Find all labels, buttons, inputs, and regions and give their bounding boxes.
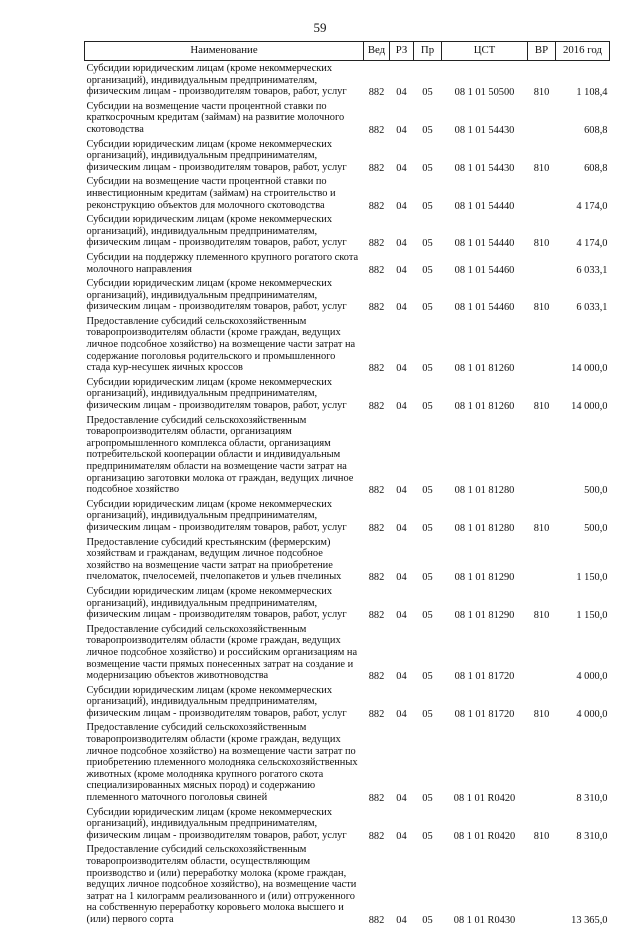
- cell-pr: 05: [422, 610, 433, 622]
- cell-ved: 882: [368, 87, 385, 99]
- cell-amount: 8 310,0: [576, 793, 608, 805]
- cell-amount: 14 000,0: [571, 363, 608, 375]
- cell-rz: 04: [396, 264, 407, 276]
- table-row: [85, 314, 610, 375]
- cell-rz: 04: [396, 485, 407, 497]
- cell-vr: [528, 535, 556, 584]
- cell-vr: 810: [533, 162, 550, 174]
- cell-cst: 08 1 01 50500: [454, 87, 515, 99]
- cell-vr: [528, 842, 556, 926]
- cell-name: Субсидии юридическим лицам (кроме некоммерческих организаций), индивидуальным предпринимателям, физическим лицам - производителям товаров, работ, услуг: [86, 585, 347, 621]
- cell-pr: 05: [422, 87, 433, 99]
- cell-cst: 08 1 01 R0420: [453, 830, 516, 842]
- cell-pr: 05: [422, 124, 433, 136]
- cell-amount: 8 310,0: [576, 830, 608, 842]
- table-row: [85, 622, 610, 683]
- cell-vr: 810: [533, 610, 550, 622]
- table-body: [85, 61, 610, 927]
- table-row: [85, 535, 610, 584]
- cell-name: Субсидии юридическим лицам (кроме некоммерческих организаций), индивидуальным предпринимателям, физическим лицам - производителям товаров, работ, услуг: [86, 214, 347, 249]
- cell-amount: 500,0: [584, 485, 608, 497]
- cell-ved: 882: [368, 522, 385, 534]
- cell-rz: 04: [396, 401, 407, 413]
- cell-cst: 08 1 01 81290: [454, 572, 515, 584]
- cell-cst: 08 1 01 81260: [454, 401, 515, 413]
- cell-amount: 4 000,0: [576, 708, 608, 720]
- cell-amount: 500,0: [584, 522, 608, 534]
- table-row: [85, 584, 610, 622]
- cell-name: Предоставление субсидий сельскохозяйственным товаропроизводителям области (кроме граждан, ведущих личное подсобное хозяйство) на возмещение части затрат на содержание поголовья родительского и промышленного стада кур-несушек яичных кроссов: [86, 315, 356, 374]
- cell-ved: 882: [368, 793, 385, 805]
- cell-rz: 04: [396, 793, 407, 805]
- cell-name: Субсидии юридическим лицам (кроме некоммерческих организаций), индивидуальным предпринимателям, физическим лицам - производителям товаров, работ, услуг: [86, 376, 347, 412]
- cell-name: Предоставление субсидий сельскохозяйственным товаропроизводителям области (кроме граждан, ведущих личное подсобное хозяйство) на возмещение части затрат по приобретению племенного молодняка сельскохозяйственных животных (кроме молодняка крупного рогатого скота специализированных мясных пород) и содержанию племенного маточного поголовья свиней: [86, 722, 358, 804]
- cell-rz: 04: [396, 363, 407, 375]
- cell-ved: 882: [368, 238, 385, 250]
- cell-cst: 08 1 01 81280: [454, 522, 515, 534]
- cell-cst: 08 1 01 81720: [454, 708, 515, 720]
- header-ved: Вед: [364, 42, 390, 61]
- cell-pr: 05: [422, 793, 433, 805]
- cell-vr: [528, 250, 556, 276]
- cell-name: Субсидии юридическим лицам (кроме некоммерческих организаций), индивидуальным предпринимателям, физическим лицам - производителям товаров, работ, услуг: [86, 498, 347, 533]
- table-row: [85, 805, 610, 843]
- header-row: [85, 42, 610, 61]
- cell-vr: [528, 413, 556, 497]
- cell-cst: 08 1 01 R0420: [453, 793, 516, 805]
- cell-ved: 882: [368, 401, 385, 413]
- cell-name: Субсидии юридическим лицам (кроме некоммерческих организаций), индивидуальным предпринимателям, физическим лицам - производителям товаров, работ, услуг: [86, 138, 347, 173]
- cell-pr: 05: [422, 401, 433, 413]
- table-row: [85, 61, 610, 99]
- cell-ved: 882: [368, 124, 385, 136]
- table-row: [85, 174, 610, 212]
- cell-vr: 810: [533, 238, 550, 250]
- header-rz: РЗ: [390, 42, 414, 61]
- cell-rz: 04: [396, 572, 407, 584]
- page-number: 59: [313, 20, 327, 35]
- cell-name: Предоставление субсидий крестьянским (фермерским) хозяйствам и гражданам, ведущим личное подсобное хозяйство на возмещение части затрат на приобретение пчеломаток, пчелосемей, пчелопакетов и ульев пчелиных: [86, 536, 342, 583]
- table-row: [85, 842, 610, 926]
- cell-pr: 05: [422, 708, 433, 720]
- cell-pr: 05: [422, 363, 433, 375]
- cell-ved: 882: [368, 200, 385, 212]
- cell-vr: [528, 99, 556, 137]
- cell-cst: 08 1 01 54460: [454, 264, 515, 276]
- cell-cst: 08 1 01 54430: [454, 162, 515, 174]
- cell-ved: 882: [368, 671, 385, 683]
- cell-vr: 810: [533, 87, 550, 99]
- cell-rz: 04: [396, 124, 407, 136]
- cell-vr: 810: [533, 708, 550, 720]
- cell-amount: 4 174,0: [576, 200, 608, 212]
- table-row: [85, 683, 610, 721]
- cell-rz: 04: [396, 914, 407, 926]
- table-header: [85, 42, 610, 61]
- cell-pr: 05: [422, 238, 433, 250]
- cell-ved: 882: [368, 162, 385, 174]
- cell-pr: 05: [422, 485, 433, 497]
- cell-vr: [528, 720, 556, 804]
- table-row: [85, 137, 610, 175]
- header-name: Наименование: [85, 42, 364, 61]
- cell-pr: 05: [422, 302, 433, 314]
- cell-name: Субсидии юридическим лицам (кроме некоммерческих организаций), индивидуальным предпринимателям, физическим лицам - производителям товаров, работ, услуг: [86, 278, 347, 313]
- cell-amount: 13 365,0: [571, 914, 608, 926]
- cell-cst: 08 1 01 81260: [454, 363, 515, 375]
- cell-ved: 882: [368, 708, 385, 720]
- cell-cst: 08 1 01 54460: [454, 302, 515, 314]
- cell-pr: 05: [422, 264, 433, 276]
- cell-vr: [528, 622, 556, 683]
- cell-ved: 882: [368, 485, 385, 497]
- cell-rz: 04: [396, 302, 407, 314]
- cell-name: Субсидии юридическим лицам (кроме некоммерческих организаций), индивидуальным предпринимателям, физическим лицам - производителям товаров, работ, услуг: [86, 63, 347, 98]
- header-cst: ЦСТ: [442, 42, 528, 61]
- cell-ved: 882: [368, 572, 385, 584]
- cell-pr: 05: [422, 200, 433, 212]
- cell-cst: 08 1 01 54440: [454, 200, 515, 212]
- cell-amount: 1 150,0: [576, 610, 608, 622]
- table-row: [85, 276, 610, 314]
- cell-amount: 1 150,0: [576, 572, 608, 584]
- table-row: [85, 99, 610, 137]
- cell-ved: 882: [368, 363, 385, 375]
- cell-rz: 04: [396, 671, 407, 683]
- cell-cst: 08 1 01 81290: [454, 610, 515, 622]
- cell-rz: 04: [396, 87, 407, 99]
- table-row: [85, 720, 610, 804]
- header-year: 2016 год: [556, 42, 610, 61]
- cell-vr: 810: [533, 302, 550, 314]
- header-pr: Пр: [414, 42, 442, 61]
- cell-ved: 882: [368, 914, 385, 926]
- cell-amount: 6 033,1: [576, 302, 608, 314]
- cell-name: Субсидии юридическим лицам (кроме некоммерческих организаций), индивидуальным предпринимателям, физическим лицам - производителям товаров, работ, услуг: [86, 684, 347, 719]
- cell-rz: 04: [396, 830, 407, 842]
- cell-name: Субсидии на поддержку племенного крупного рогатого скота молочного направления: [86, 251, 359, 275]
- cell-rz: 04: [396, 162, 407, 174]
- budget-table: [84, 41, 610, 927]
- table-row: [85, 250, 610, 276]
- cell-vr: 810: [533, 830, 550, 842]
- cell-rz: 04: [396, 610, 407, 622]
- cell-amount: 4 174,0: [576, 238, 608, 250]
- cell-rz: 04: [396, 708, 407, 720]
- cell-rz: 04: [396, 522, 407, 534]
- cell-pr: 05: [422, 914, 433, 926]
- cell-rz: 04: [396, 200, 407, 212]
- cell-ved: 882: [368, 830, 385, 842]
- cell-amount: 14 000,0: [571, 401, 608, 413]
- cell-amount: 4 000,0: [576, 671, 608, 683]
- cell-rz: 04: [396, 238, 407, 250]
- cell-cst: 08 1 01 R0430: [453, 914, 516, 926]
- cell-amount: 1 108,4: [576, 87, 608, 99]
- header-vr: ВР: [528, 42, 556, 61]
- cell-amount: 608,8: [584, 162, 608, 174]
- cell-vr: [528, 174, 556, 212]
- cell-ved: 882: [368, 302, 385, 314]
- cell-name: Предоставление субсидий сельскохозяйственным товаропроизводителям области, осуществляющим производство и (или) переработку молока (кроме граждан, ведущих личное подсобное хозяйство), на возмещение части затрат на 1 килограмм реализованного и (или) отгруженного на собственную переработку коровьего молока высшего и (или) первого сорта: [86, 844, 357, 925]
- table-row: [85, 212, 610, 250]
- cell-ved: 882: [368, 610, 385, 622]
- cell-amount: 6 033,1: [576, 264, 608, 276]
- cell-amount: 608,8: [584, 124, 608, 136]
- cell-name: Субсидии на возмещение части процентной ставки по краткосрочным кредитам (займам) на развитие молочного скотоводства: [86, 100, 345, 135]
- cell-pr: 05: [422, 162, 433, 174]
- cell-cst: 08 1 01 54430: [454, 124, 515, 136]
- table-row: [85, 413, 610, 497]
- cell-vr: [528, 314, 556, 375]
- cell-pr: 05: [422, 830, 433, 842]
- cell-name: Субсидии юридическим лицам (кроме некоммерческих организаций), индивидуальным предпринимателям, физическим лицам - производителям товаров, работ, услуг: [86, 806, 347, 841]
- cell-pr: 05: [422, 572, 433, 584]
- table-row: [85, 497, 610, 535]
- cell-ved: 882: [368, 264, 385, 276]
- cell-vr: 810: [533, 401, 550, 413]
- cell-pr: 05: [422, 671, 433, 683]
- cell-name: Субсидии на возмещение части процентной ставки по инвестиционным кредитам (займам) на строительство и реконструкцию объектов для молочного скотоводства: [86, 176, 336, 211]
- cell-name: Предоставление субсидий сельскохозяйственным товаропроизводителям области (кроме граждан, ведущих личное подсобное хозяйство) и российским организациям на возмещение части прямых понесенных затрат на создание и модернизацию объектов животноводства: [86, 623, 358, 682]
- cell-name: Предоставление субсидий сельскохозяйственным товаропроизводителям области, организациям агропромышленного комплекса области, организациям потребительской кооперации области и индивидуальным предпринимателям области на возмещение части затрат на организацию заготовки молока от граждан, ведущих личное подсобное хозяйство: [86, 414, 354, 496]
- cell-pr: 05: [422, 522, 433, 534]
- cell-vr: 810: [533, 522, 550, 534]
- cell-cst: 08 1 01 81280: [454, 485, 515, 497]
- cell-cst: 08 1 01 54440: [454, 238, 515, 250]
- table-row: [85, 375, 610, 413]
- cell-cst: 08 1 01 81720: [454, 671, 515, 683]
